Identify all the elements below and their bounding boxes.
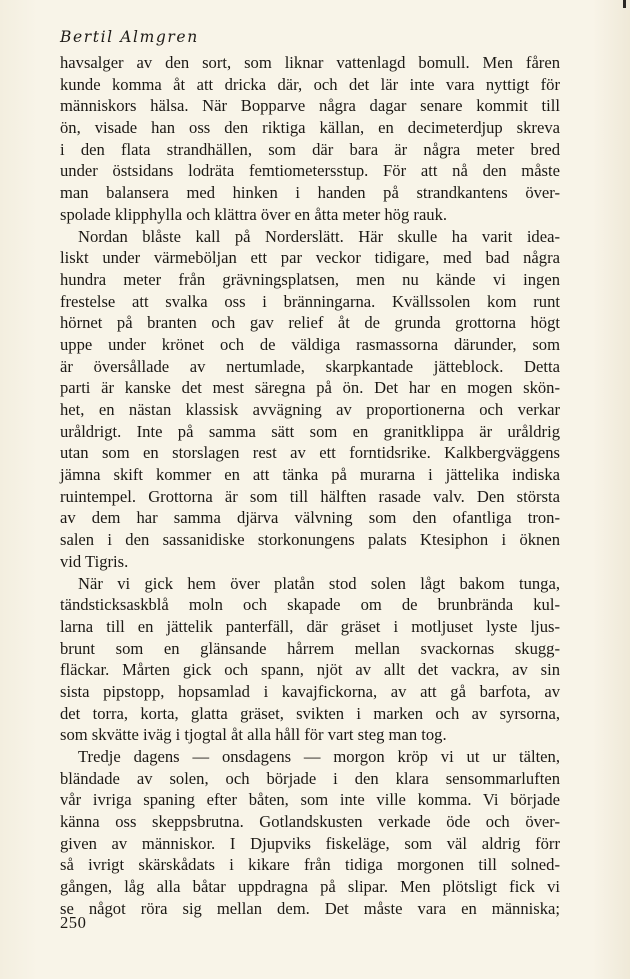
text-line: hörnet på branten och gav relief åt de grunda grottorna högt — [60, 313, 560, 333]
text-line: liskt under värmeböljan ett par veckor tidigare, med bad några — [60, 248, 560, 268]
paragraph-first-line: Tredje dagens — onsdagens — morgon kröp vi ut ur tälten, — [78, 747, 560, 766]
text-line: av dem har samma djärva välvning som den ofantliga tron- — [60, 508, 560, 528]
text-line: är översållade av nertumlade, skarpkantade jätteblock. Detta — [60, 356, 560, 376]
text-line: salen i den sassanidiske storkonungens palats Ktesiphon i öknen — [60, 530, 560, 550]
text-line: ruintempel. Grottorna är som till hälften rasade valv. Den största — [60, 486, 560, 506]
text-line: uppe under krönet och de väldiga rasmassorna därunder, som — [60, 334, 560, 354]
text-line: kunde komma åt att dricka där, och det lär inte vara nyttigt för — [60, 74, 560, 94]
text-line: man balansera med hinken i handen på strandkantens över- — [60, 183, 560, 203]
text-line: se något röra sig mellan dem. Det måste vara en människa; — [60, 898, 560, 918]
text-line: utan som en storslagen rest av ett forntidsrike. Kalkbergväggens — [60, 443, 560, 463]
text-line: vår ivriga spaning efter båten, som inte ville komma. Vi började — [60, 790, 560, 810]
text-line: ön, visade han oss den riktiga källan, en decimeterdjup skreva — [60, 118, 560, 138]
page-edge-mark — [623, 0, 626, 8]
text-line: spolade klipphylla och klättra över en åtta meter hög rauk. — [60, 204, 448, 224]
text-line: i den flata strandhällen, som där bara är några meter bred — [60, 139, 560, 159]
text-line: tändsticksaskblå moln och skapade om de brunbrända kul- — [60, 595, 560, 615]
body-text — [60, 52, 560, 920]
text-line: het, en nästan klassisk avvägning av proportionerna och verkar — [60, 400, 560, 419]
text-line: hundra meter från grävningsplatsen, men nu kände vi ingen — [60, 269, 560, 289]
text-line: gången, låg alla båtar uppdragna på slipar. Men plötsligt fick vi — [60, 877, 560, 897]
page-number: 250 — [60, 913, 87, 932]
text-line: känna oss skeppsbrutna. Gotlandskusten verkade öde och över- — [60, 812, 560, 832]
text-line: jämna skift kommer en att tänka på murarna i jättelika indiska — [60, 465, 560, 485]
running-head: Bertil Almgren — [60, 28, 199, 46]
text-line: som skvätte iväg i tjogtal åt alla håll för vart steg man tog. — [60, 725, 447, 745]
text-line: sista pipstopp, hopsamlad i kavajfickorna, av att gå barfota, av — [60, 681, 560, 701]
paragraph-first-line: Nordan blåste kall på Norderslätt. Här skulle ha varit idea- — [78, 226, 560, 246]
text-line: under östsidans lodräta femtiometersstup. För att nå den måste — [60, 161, 560, 181]
text-line: parti är kanske det mest säregna på ön. Det har en mogen skön- — [60, 378, 560, 398]
text-line: given av människor. I Djupviks fiskeläge, som väl aldrig förr — [60, 833, 560, 853]
text-line: det torra, korta, glatta gräset, svikten i marken och av syrsorna, — [60, 703, 560, 723]
text-line: brunt som en glänsande hårrem mellan svackornas skugg- — [60, 638, 560, 658]
text-line: vid Tigris. — [60, 551, 129, 571]
text-line: larna till en jättelik panterfäll, där gräset i motljuset lyste ljus- — [60, 616, 560, 636]
text-line: så ivrigt skärskådats i kikare från tidiga morgonen till solned- — [60, 855, 560, 875]
text-line: fläckar. Mårten gick och spann, njöt av allt det vackra, av sin — [60, 660, 560, 680]
text-line: frestelse att svalka oss i bränningarna. Kvällssolen kom runt — [60, 291, 560, 311]
text-line: havsalger av den sort, som liknar vattenlagd bomull. Men fåren — [60, 53, 560, 72]
text-line: människors hälsa. När Bopparve några dagar senare kommit till — [60, 96, 560, 116]
text-line: bländade av solen, och började i den klara sensommarluften — [60, 768, 560, 788]
paragraph-first-line: När vi gick hem över platån stod solen lågt bakom tunga, — [78, 573, 560, 593]
text-line: uråldrigt. Inte på samma sätt som en granitklippa är uråldrig — [60, 421, 560, 441]
